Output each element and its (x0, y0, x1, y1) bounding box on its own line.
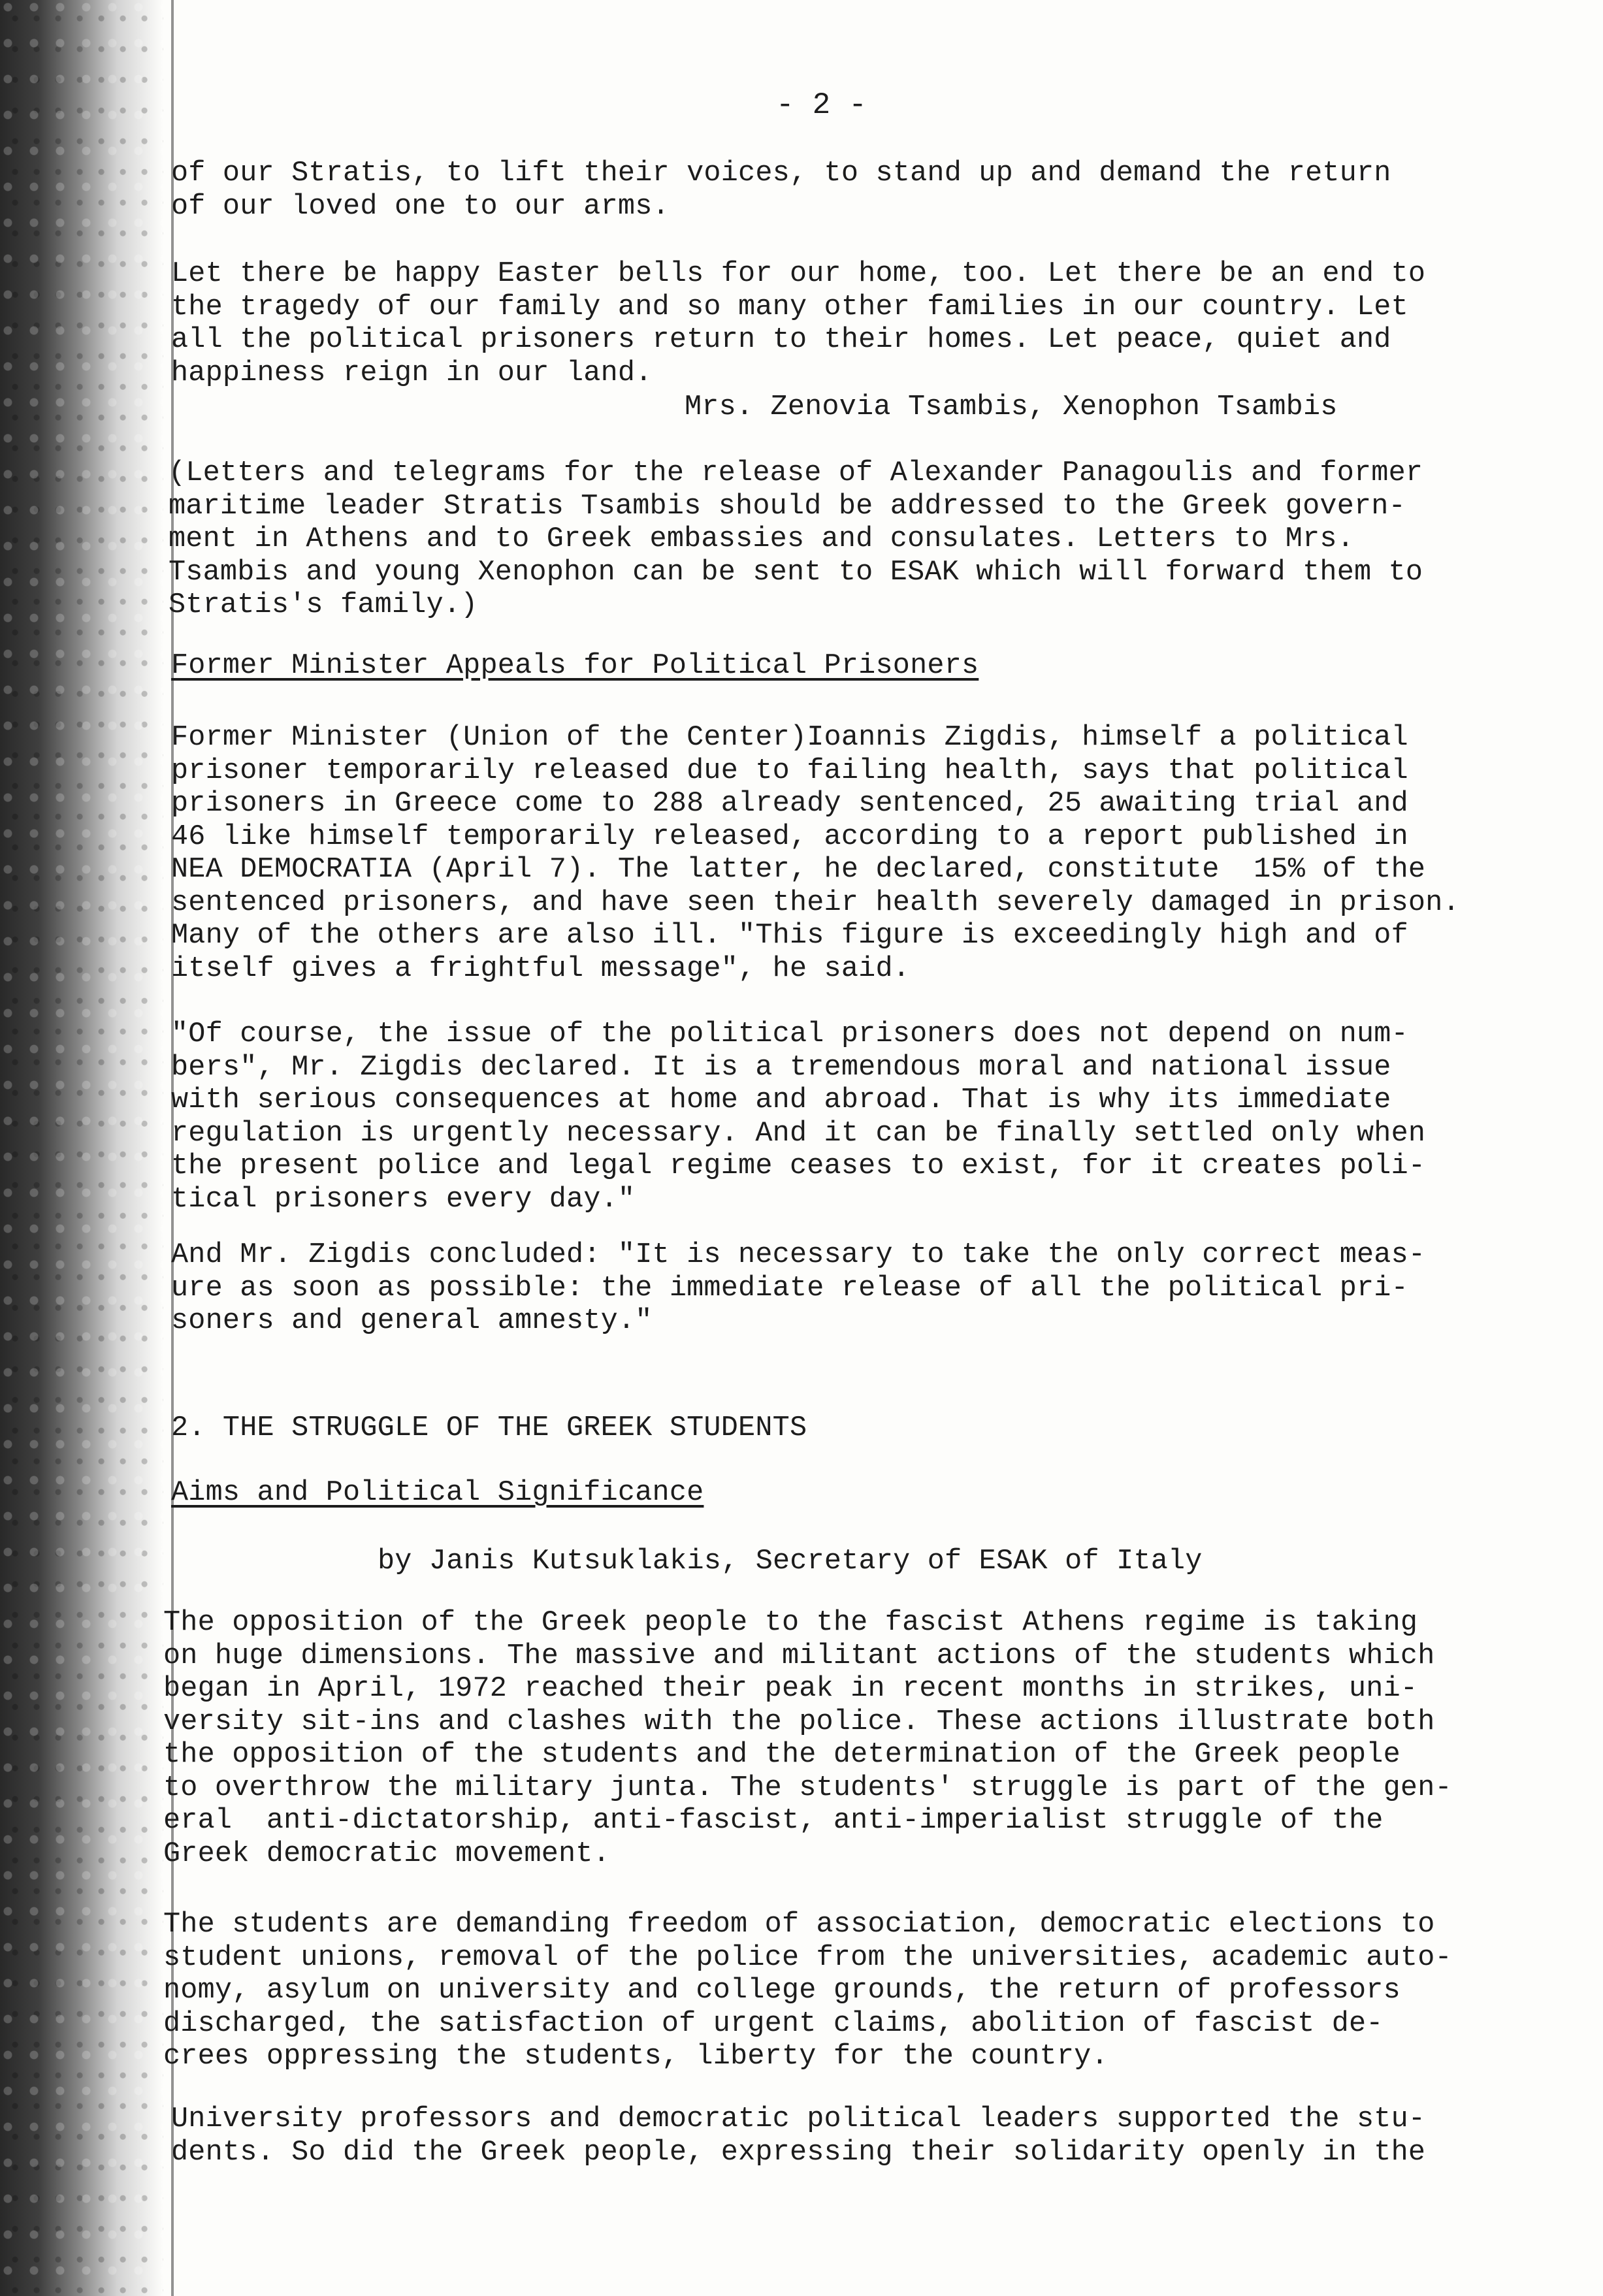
page-number: - 2 - (776, 88, 867, 122)
paragraph-student-demands: The students are demanding freedom of association, democratic elections to student unions, removal of the police from the universities, academic auto- nomy, asylum on university and college grounds, the return of professors discharged, the satisfaction of urgent claims, abolition of fascist de- crees oppressing the students, liberty for the country. (163, 1909, 1452, 2073)
paragraph-support: University professors and democratic political leaders supported the stu- dents. So did the Greek people, expressing their solidarity openly in the (171, 2103, 1426, 2169)
subheading-aims: Aims and Political Significance (171, 1477, 704, 1509)
section-heading-former-minister: Former Minister Appeals for Political Prisoners (171, 650, 979, 682)
paragraph-zigdis-conclusion: And Mr. Zigdis concluded: "It is necessary to take the only correct meas- ure as soon as possible: the immediate release of all the political pri- soners and general amnesty." (171, 1239, 1426, 1337)
paragraph-letters-note: (Letters and telegrams for the release of Alexander Panagoulis and former maritime leader Stratis Tsambis should be addressed to the Greek govern- ment in Athens and to Greek embassies and consulates. Letters to Mrs. Tsambis and young Xenophon can be sent to ESAK which will forward them to Stratis's family.) (169, 457, 1423, 621)
paragraph-zigdis-quote: "Of course, the issue of the political prisoners does not depend on num- bers", Mr. Zigdis declared. It is a tremendous moral and national issue with serious consequences at home and abroad. That is why its immediate regulation is urgently necessary. And it can be finally settled only when the present police and legal regime ceases to exist, for it creates poli- tical prisoners every day." (171, 1018, 1426, 1216)
scan-edge-speckle (0, 0, 163, 2296)
section-title-student-struggle: 2. THE STRUGGLE OF THE GREEK STUDENTS (171, 1412, 807, 1444)
paragraph-zigdis-report: Former Minister (Union of the Center)Ioannis Zigdis, himself a political prisoner temporarily released due to failing health, says that political prisoners in Greece come to 288 already sentenced, 25 awaiting trial and 46 like himself temporarily released, according to a report published in NEA DEMOCRATIA (April 7). The latter, he declared, constitute 15% of the sentenced prisoners, and have seen their health severely damaged in prison. Many of the others are also ill. "This figure is exceedingly high and of itself gives a frightful message", he said. (171, 722, 1460, 985)
paragraph-opposition: The opposition of the Greek people to the fascist Athens regime is taking on huge dimensions. The massive and militant actions of the students which began in April, 1972 reached their peak in recent months in strikes, uni- versity sit-ins and clashes with the police. These actions illustrate both the opposition of the students and the determination of the Greek people to overthrow the military junta. The students' struggle is part of the gen- eral anti-dictatorship, anti-fascist, anti-imperialist struggle of the Greek democratic movement. (163, 1607, 1452, 1870)
signature: Mrs. Zenovia Tsambis, Xenophon Tsambis (685, 391, 1338, 423)
paragraph-appeal-end: of our Stratis, to lift their voices, to stand up and demand the return of our loved one to our arms. (171, 157, 1391, 223)
byline: by Janis Kutsuklakis, Secretary of ESAK of Italy (378, 1545, 1203, 1577)
paragraph-easter-bells: Let there be happy Easter bells for our home, too. Let there be an end to the tragedy of our family and so many other families in our country. Let all the political prisoners return to their homes. Let peace, quiet and happiness reign in our land. (171, 258, 1426, 389)
